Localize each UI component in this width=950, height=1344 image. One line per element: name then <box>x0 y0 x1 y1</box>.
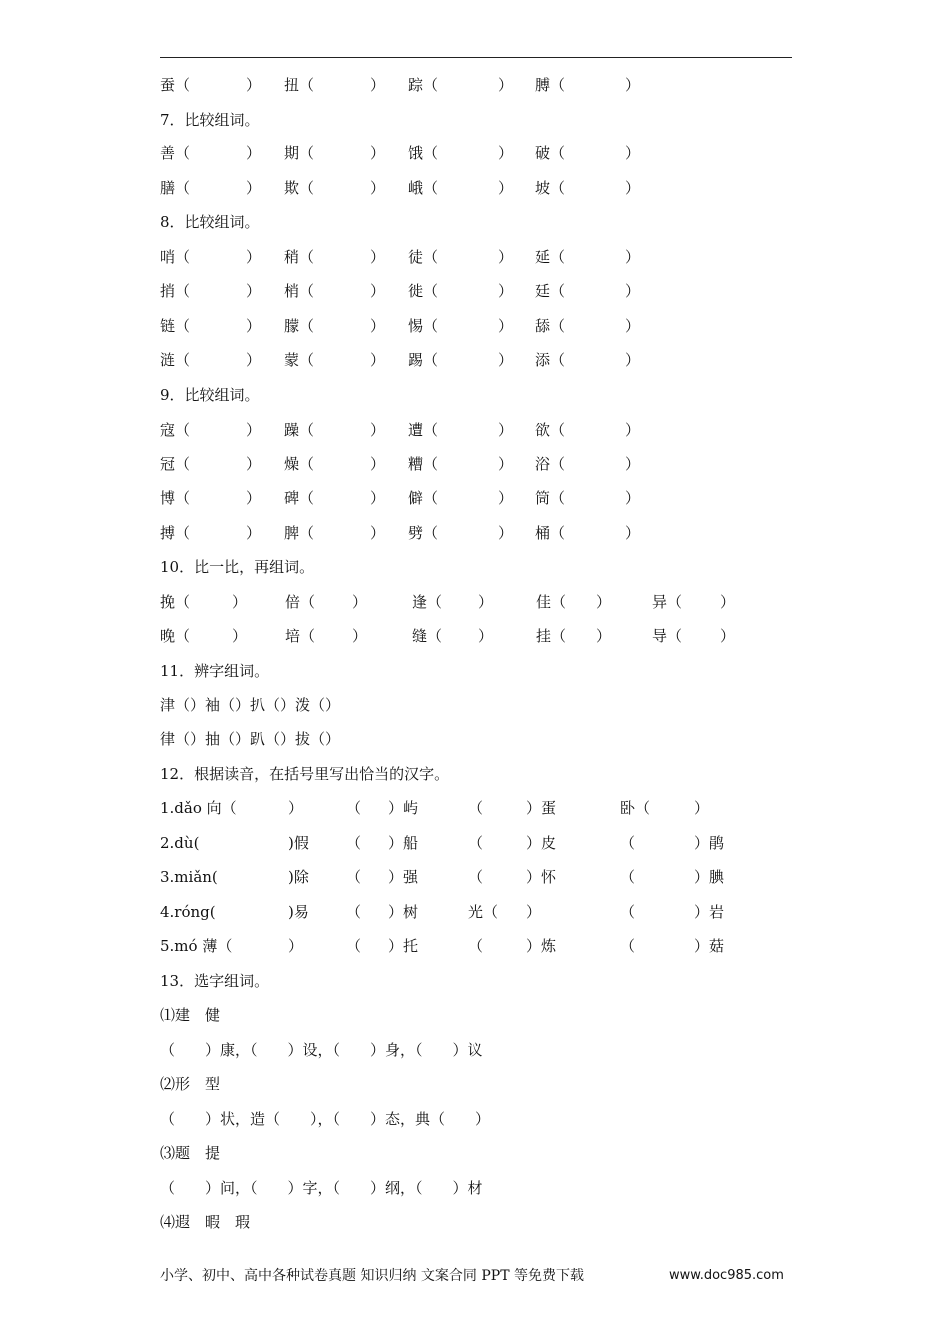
text-cell: 廷（ <box>535 282 566 300</box>
text-cell: ） <box>625 317 641 335</box>
text-cell: ） <box>498 179 514 197</box>
text-cell: 徙（ <box>408 282 439 300</box>
footer-text: 小学、初中、高中各种试卷真题 知识归纳 文案合同 PPT 等免费下载 <box>160 1268 584 1284</box>
text-cell: ） <box>352 593 368 611</box>
text-cell: ） <box>596 593 612 611</box>
text-cell: ） <box>246 351 262 369</box>
text-cell: 挂（ <box>536 627 567 645</box>
text-cell: ） <box>478 627 494 645</box>
text-cell: ） <box>625 524 641 542</box>
text-cell: ） <box>625 351 641 369</box>
text-cell: ）屿 <box>388 799 419 817</box>
text-cell: 搏（ <box>160 524 191 542</box>
text-cell: 涟（ <box>160 351 191 369</box>
text-cell: 链（ <box>160 317 191 335</box>
text-cell: ） <box>246 524 262 542</box>
text-cell: 碑（ <box>284 489 315 507</box>
text-cell: 踪（ <box>408 76 439 94</box>
text-cell: ）鹃 <box>694 834 725 852</box>
text-cell: ）船 <box>388 834 419 852</box>
text-cell: （ <box>346 834 362 852</box>
text-cell: 11．辨字组词。 <box>160 662 270 680</box>
text-cell: 朦（ <box>284 317 315 335</box>
text-cell: 膊（ <box>535 76 566 94</box>
text-cell: 徒（ <box>408 248 439 266</box>
text-cell: （ <box>346 903 362 921</box>
text-cell: 培（ <box>285 627 316 645</box>
text-cell: ） <box>370 524 386 542</box>
text-cell: 津（）袖（）扒（）泼（） <box>160 696 341 714</box>
text-cell: 3.miǎn( <box>160 868 218 886</box>
text-cell: ） <box>370 144 386 162</box>
text-cell: ） <box>498 351 514 369</box>
text-cell: （ <box>346 937 362 955</box>
text-cell: 稍（ <box>284 248 315 266</box>
text-cell: ） <box>246 248 262 266</box>
header-rule <box>160 57 792 58</box>
text-cell: ） <box>478 593 494 611</box>
text-cell: ） <box>246 317 262 335</box>
text-cell: 脾（ <box>284 524 315 542</box>
text-cell: ）菇 <box>694 937 725 955</box>
text-cell: 浴（ <box>535 455 566 473</box>
text-cell: （ <box>620 937 636 955</box>
text-cell: ） <box>246 489 262 507</box>
text-cell: ） <box>370 282 386 300</box>
text-cell: 梢（ <box>284 282 315 300</box>
text-cell: 舔（ <box>535 317 566 335</box>
text-cell: 躁（ <box>284 421 315 439</box>
text-cell: ）炼 <box>526 937 557 955</box>
text-cell: 4.róng( <box>160 903 216 921</box>
footer-url: www.doc985.com <box>669 1268 784 1283</box>
text-cell: 哨（ <box>160 248 191 266</box>
text-cell: ） <box>232 627 248 645</box>
text-cell: （ <box>620 868 636 886</box>
text-cell: 2.dù( <box>160 834 200 852</box>
text-cell: ⑷遐 暇 瑕 <box>160 1213 251 1231</box>
text-cell: ） <box>370 489 386 507</box>
text-cell: 13．选字组词。 <box>160 972 270 990</box>
text-cell: 延（ <box>535 248 566 266</box>
text-cell: 卧（ <box>620 799 651 817</box>
text-cell: ） <box>625 455 641 473</box>
text-cell: ⑴建 健 <box>160 1006 221 1024</box>
text-cell: （ <box>620 903 636 921</box>
text-cell: ） <box>596 627 612 645</box>
text-cell: ⑵形 型 <box>160 1075 221 1093</box>
text-cell: ） <box>625 144 641 162</box>
text-cell: ） <box>498 489 514 507</box>
text-cell: ） <box>370 317 386 335</box>
text-cell: （ <box>468 799 484 817</box>
text-cell: 饿（ <box>408 144 439 162</box>
text-cell: ）树 <box>388 903 419 921</box>
text-cell: 捎（ <box>160 282 191 300</box>
text-cell: ） <box>498 421 514 439</box>
text-cell: ） <box>498 144 514 162</box>
text-cell: 5.mó 薄（ <box>160 937 233 955</box>
text-cell: 10．比一比，再组词。 <box>160 558 315 576</box>
text-cell: （ <box>346 799 362 817</box>
text-cell: ） <box>625 179 641 197</box>
text-cell: （ <box>346 868 362 886</box>
text-cell: ） <box>625 76 641 94</box>
text-cell: ） <box>246 144 262 162</box>
text-cell: ） <box>370 179 386 197</box>
text-cell: 挽（ <box>160 593 191 611</box>
text-cell: ） <box>720 593 736 611</box>
text-cell: 燥（ <box>284 455 315 473</box>
text-cell: 寇（ <box>160 421 191 439</box>
text-cell: 桶（ <box>535 524 566 542</box>
text-cell: 冠（ <box>160 455 191 473</box>
text-cell: ） <box>498 282 514 300</box>
text-cell: ） <box>720 627 736 645</box>
text-cell: ） <box>498 455 514 473</box>
text-cell: 遭（ <box>408 421 439 439</box>
text-cell: ） <box>526 903 542 921</box>
text-cell: ）托 <box>388 937 419 955</box>
text-cell: 光（ <box>468 903 499 921</box>
text-cell: 善（ <box>160 144 191 162</box>
text-cell: ） <box>625 282 641 300</box>
text-cell: ） <box>352 627 368 645</box>
text-cell: ） <box>370 421 386 439</box>
text-cell: ） <box>246 282 262 300</box>
text-cell: ） <box>694 799 710 817</box>
text-cell: ） <box>246 455 262 473</box>
text-cell: ） <box>625 248 641 266</box>
text-cell: 欺（ <box>284 179 315 197</box>
text-cell: 1.dǎo 向（ <box>160 799 237 817</box>
text-cell: 导（ <box>652 627 683 645</box>
text-cell: ） <box>370 76 386 94</box>
text-cell: 糟（ <box>408 455 439 473</box>
text-cell: 倍（ <box>285 593 316 611</box>
text-cell: （ ）问，（ ）字，（ ）纲，（ ）材 <box>160 1179 483 1197</box>
text-cell: ） <box>498 317 514 335</box>
text-cell: ）强 <box>388 868 419 886</box>
text-cell: 逢（ <box>412 593 443 611</box>
text-cell: 坡（ <box>535 179 566 197</box>
text-cell: （ <box>468 937 484 955</box>
text-cell: （ ）康，（ ）设，（ ）身，（ ）议 <box>160 1041 483 1059</box>
text-cell: 7．比较组词。 <box>160 111 260 129</box>
text-cell: ）岩 <box>694 903 725 921</box>
text-cell: 惕（ <box>408 317 439 335</box>
text-cell: 破（ <box>535 144 566 162</box>
text-cell: ） <box>498 248 514 266</box>
text-cell: 佳（ <box>536 593 567 611</box>
text-cell: 扭（ <box>284 76 315 94</box>
text-cell: )除 <box>288 868 309 886</box>
text-cell: 律（）抽（）趴（）拔（） <box>160 730 341 748</box>
text-cell: （ <box>468 868 484 886</box>
text-cell: ） <box>370 455 386 473</box>
text-cell: 蚕（ <box>160 76 191 94</box>
text-cell: ） <box>288 937 304 955</box>
text-cell: 欲（ <box>535 421 566 439</box>
text-cell: （ <box>468 834 484 852</box>
text-cell: 缝（ <box>412 627 443 645</box>
text-cell: 劈（ <box>408 524 439 542</box>
text-cell: ） <box>246 76 262 94</box>
text-cell: ） <box>498 524 514 542</box>
text-cell: ） <box>370 351 386 369</box>
text-cell: 期（ <box>284 144 315 162</box>
text-cell: 12．根据读音，在括号里写出恰当的汉字。 <box>160 765 450 783</box>
text-cell: ） <box>498 76 514 94</box>
text-cell: 添（ <box>535 351 566 369</box>
text-cell: )易 <box>288 903 309 921</box>
text-cell: 9．比较组词。 <box>160 386 260 404</box>
text-cell: ）怀 <box>526 868 557 886</box>
text-cell: 8．比较组词。 <box>160 213 260 231</box>
text-cell: 膳（ <box>160 179 191 197</box>
text-cell: ） <box>370 248 386 266</box>
text-cell: ） <box>246 179 262 197</box>
text-cell: 踢（ <box>408 351 439 369</box>
text-cell: 晚（ <box>160 627 191 645</box>
text-cell: ） <box>232 593 248 611</box>
text-cell: ） <box>625 489 641 507</box>
text-cell: )假 <box>288 834 309 852</box>
text-cell: 筒（ <box>535 489 566 507</box>
text-cell: ⑶题 提 <box>160 1144 221 1162</box>
text-cell: ）蛋 <box>526 799 557 817</box>
text-cell: 蒙（ <box>284 351 315 369</box>
text-cell: 博（ <box>160 489 191 507</box>
text-cell: 僻（ <box>408 489 439 507</box>
text-cell: ）皮 <box>526 834 557 852</box>
text-cell: ） <box>246 421 262 439</box>
text-cell: ） <box>288 799 304 817</box>
text-cell: （ <box>620 834 636 852</box>
text-cell: ）腆 <box>694 868 725 886</box>
text-cell: 异（ <box>652 593 683 611</box>
text-cell: ） <box>625 421 641 439</box>
text-cell: （ ）状，造（ ），（ ）态，典（ ） <box>160 1110 491 1128</box>
text-cell: 峨（ <box>408 179 439 197</box>
